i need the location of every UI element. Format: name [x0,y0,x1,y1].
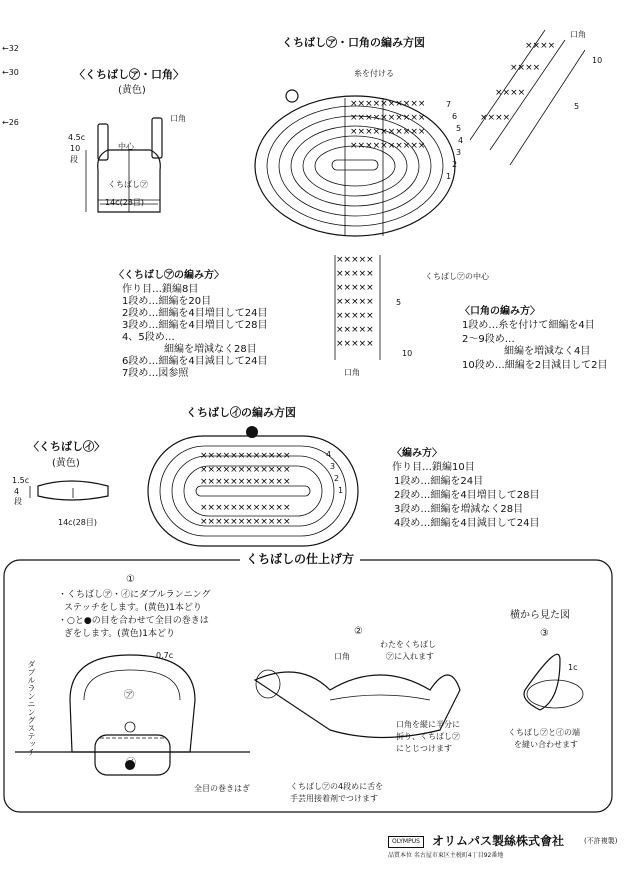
method-a-line-4: 3段め…細編を4目増目して28目 [122,320,268,331]
svg-text:××××: ×××× [480,113,511,123]
section-b-label-title: 〈くちばし㋑〉 [28,440,105,453]
method-b-title: 〈編み方〉 [392,448,442,459]
step2-num: ② [354,626,363,637]
beak-b-sketch [30,481,108,500]
svg-text:××××××××××: ×××××××××× [350,99,426,109]
footer-address: 品質本位 名古屋市東区主税町4丁目92番地 [388,852,504,859]
section-a-title: くちばし㋐・口角の編み方図 [282,36,425,49]
step1-line-3: ・○と●の目を合わせて全目の巻きは [58,616,209,626]
row-num-3: 3 [456,148,462,157]
method-b-line-5: 4段め…細編を4目減目して24目 [394,518,540,529]
step1-line-1: ・くちばし㋐・㋑にダブルランニング [58,590,211,600]
corner-mark-5-top: 5 [574,102,580,111]
svg-text:×××××: ××××× [336,255,374,265]
annot-center: くちばし㋐の中心 [425,272,489,281]
step2-note-1: 口角を縦に半分に [396,720,460,729]
method-a-line-3: 2段め…細編を4目増目して24目 [122,308,268,319]
row-num-6: 6 [452,112,458,121]
label-center-a: 中心 [118,142,134,151]
step1-part-b: ㋑ [126,758,136,769]
method-a-line-1: 作り目…鎖編8目 [122,284,199,295]
svg-text:××××××××××××: ×××××××××××× [200,503,291,513]
step3-note-2: を縫い合わせます [514,740,578,749]
corner-method-line-2: 2～9段め… [462,334,515,345]
dim-rows-unit-b: 段 [14,497,22,506]
annot-yarn: 糸を付ける [354,69,394,78]
svg-text:×××××: ××××× [336,283,374,293]
svg-text:×××××: ××××× [336,339,374,349]
footer-company: オリムパス製絲株式會社 [432,834,565,848]
label-width-b: 14c(28目) [58,518,97,527]
section-b-label-color: (黄色) [52,458,80,469]
step3-title: 横から見た図 [510,610,570,621]
section-b-title: くちばし㋑の編み方図 [186,406,296,419]
row-b-2: 2 [334,474,340,483]
step2-wata2: ㋐に入れます [386,652,434,661]
annot-corner: 口角 [344,368,360,377]
method-a-line-7: 6段め…細編を4目減目して24目 [122,356,268,367]
method-a-title: 〈くちばし㋐の編み方〉 [114,270,224,281]
svg-text:××××××××××: ×××××××××× [350,127,426,137]
svg-text:××××××××××: ×××××××××× [350,113,426,123]
dim-height-a: 4.5c [68,133,86,142]
step1-bottom-label: 全目の巻きはぎ [194,784,250,793]
svg-text:××××××××××××: ×××××××××××× [200,451,291,461]
method-a-line-8: 7段め…図参照 [122,368,189,379]
step1-thickness: 0.7c [156,651,174,660]
step2-bottom-2: 手芸用接着剤でつけます [290,794,378,803]
step1-side-label: ダブルランニングステッチ [27,660,36,756]
method-a-line-5: 4、5段め… [122,332,175,343]
row-b-3: 3 [330,462,336,471]
label-width-a: 14c(28目) [105,198,144,207]
step1-part-a: ㋐ [124,690,134,701]
method-b-line-4: 3段め…細編を増減なく28目 [394,504,524,515]
method-b-line-1: 作り目…鎖編10目 [392,462,475,473]
svg-text:××××: ×××× [525,41,556,51]
label-part-a: くちばし㋐ [108,180,148,189]
svg-text:×××××: ××××× [336,311,374,321]
corner-method-line-3: 細編を増減なく4目 [504,346,591,357]
method-b-line-3: 2段め…細編を4目増目して28目 [394,490,540,501]
dim-rows-a: 10 [70,144,81,153]
step3-note-1: くちばし㋐と㋑の端 [508,728,580,737]
corner-method-line-4: 10段め…細編を2目減目して2目 [462,360,608,371]
row-num-7: 7 [446,100,452,109]
corner-mark-10-bottom: 10 [402,349,413,358]
method-b-line-2: 1段め…細編を24目 [394,476,484,487]
step1-line-4: ぎをします。(黄色)1本どり [64,629,176,639]
method-a-line-2: 1段め…細編を20目 [122,296,212,307]
step2-note-3: にとじつけます [396,744,452,753]
dim-height-b: 1.5c [12,476,30,485]
corner-mark-10-top: 10 [592,56,603,65]
svg-text:×××××: ××××× [336,269,374,279]
row-num-4: 4 [458,136,464,145]
margin-mark-26: ←26 [2,118,19,127]
row-num-5: 5 [456,124,462,133]
method-a-line-6: 細編を増減なく28目 [164,344,257,355]
step2-wata: わたをくちばし [380,640,436,649]
corner-method-line-1: 1段め…糸を付けて細編を4目 [462,320,595,331]
step2-corner: 口角 [334,652,350,661]
svg-text:××××××××××××: ×××××××××××× [200,465,291,475]
step3-dim: 1c [568,663,578,672]
dim-rows-b: 4 [14,487,20,496]
step1-num: ① [126,574,135,585]
row-num-1: 1 [446,172,452,181]
footer-no-copy: (不許複製) [584,837,618,845]
dim-rows-unit-a: 段 [70,155,78,164]
row-num-2: 2 [452,160,458,169]
svg-text:×××××: ××××× [336,325,374,335]
corner-mark-kado: 口角 [570,30,586,39]
section-a-label-title: 〈くちばし㋐・口角〉 [74,68,184,81]
label-corner-a: 口角 [170,114,186,123]
section-a-label-color: (黄色) [118,85,146,96]
corner-mark-5-bottom: 5 [396,298,402,307]
margin-mark-32: ←32 [2,44,19,53]
svg-text:×××××: ××××× [336,297,374,307]
finish-title: くちばしの仕上げ方 [240,552,360,566]
corner-method-title: 〈口角の編み方〉 [460,306,540,317]
svg-text:××××: ×××× [510,63,541,73]
step3-num: ③ [540,628,549,639]
row-b-4: 4 [326,450,332,459]
step1-drawing [15,655,250,775]
svg-text:××××××××××××: ×××××××××××× [200,517,291,527]
svg-text:××××××××××××: ×××××××××××× [200,477,291,487]
row-b-1: 1 [338,486,344,495]
svg-text:××××: ×××× [495,88,526,98]
step2-note-2: 折り、くちばし㋐ [396,732,460,741]
step2-bottom-1: くちばし㋐の4段めに舌を [290,782,384,791]
svg-text:××××××××××: ×××××××××× [350,141,426,151]
step1-line-2: ステッチをします。(黄色)1本どり [64,603,202,613]
footer-logo: OLYMPUS [388,836,424,848]
margin-mark-30: ←30 [2,68,19,77]
